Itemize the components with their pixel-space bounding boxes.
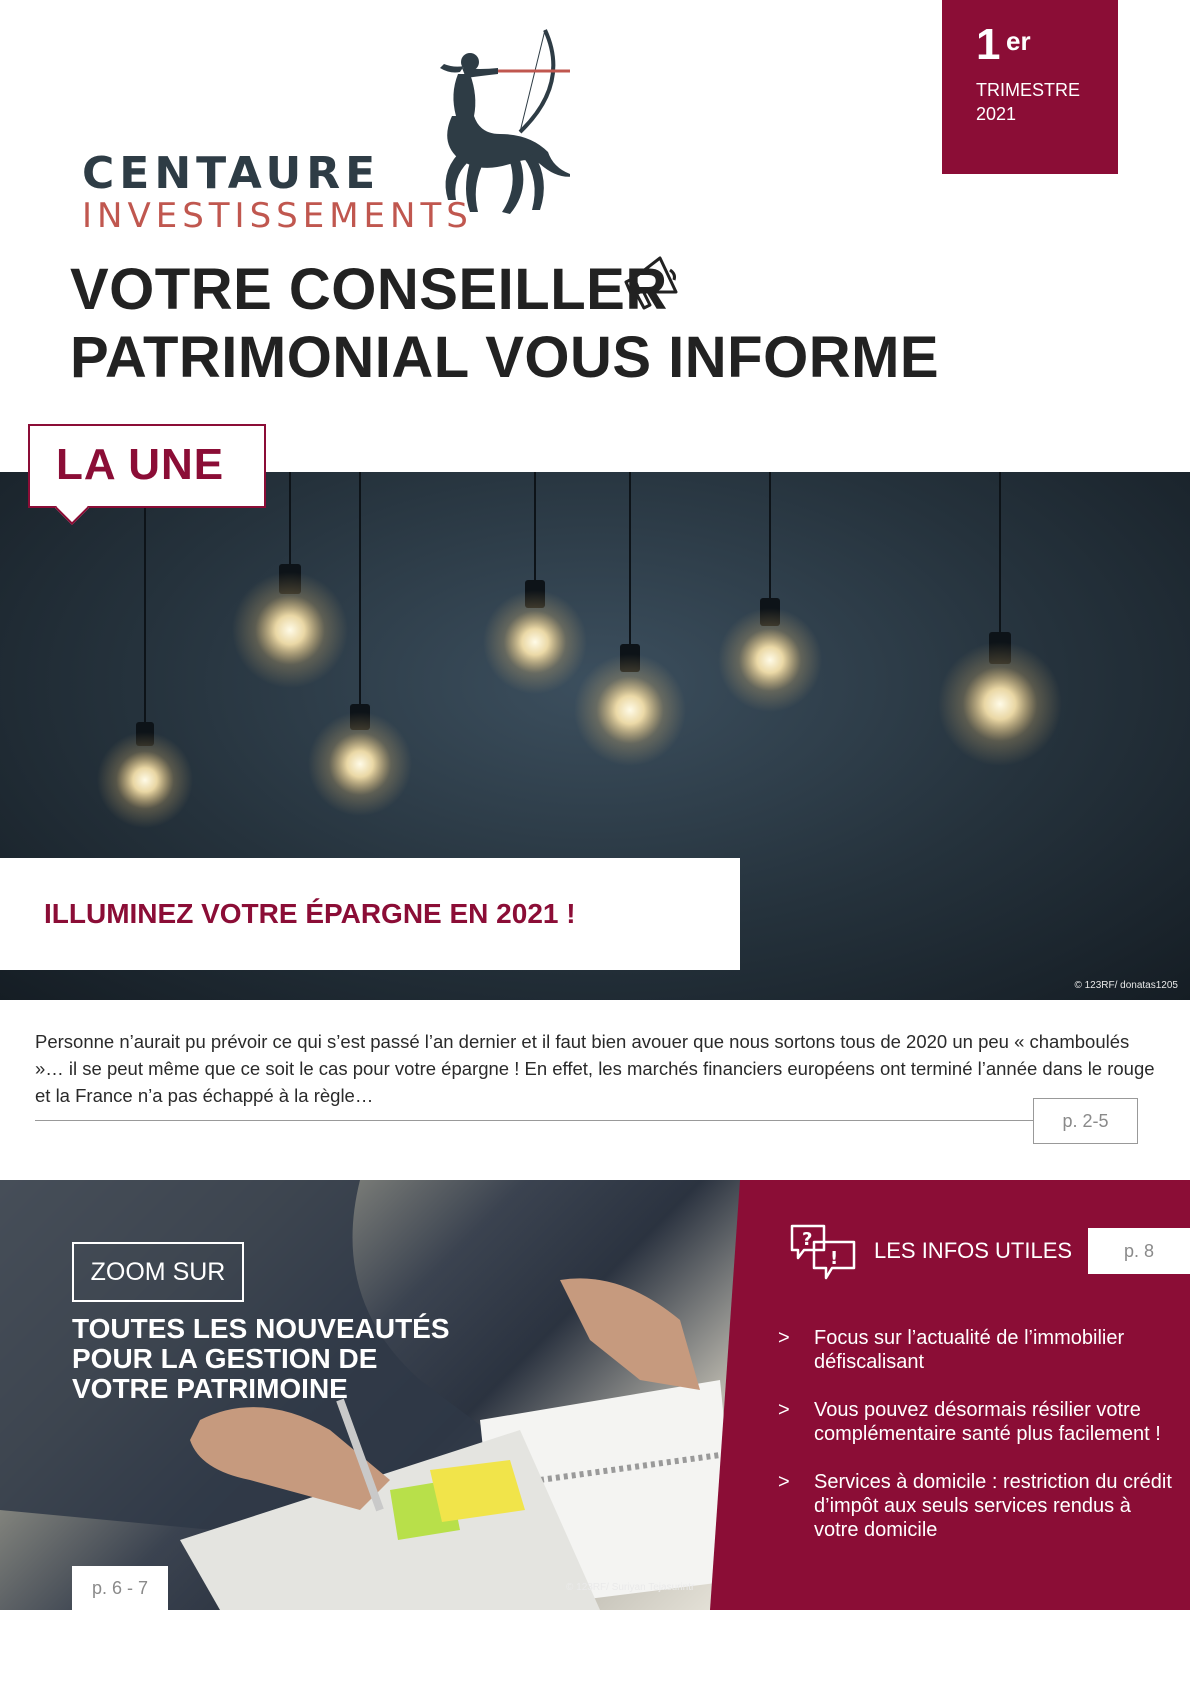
page-title-line-1: VOTRE CONSEILLER xyxy=(70,257,668,322)
infos-utiles-page-ref[interactable]: p. 8 xyxy=(1088,1228,1190,1274)
quarter-year: 2021 xyxy=(976,104,1017,124)
la-une-page-ref[interactable]: p. 2-5 xyxy=(1033,1098,1138,1144)
quarter-number: 1 xyxy=(976,20,1001,69)
brand-subtitle: INVESTISSEMENTS xyxy=(82,196,473,236)
quarter-label: TRIMESTRE xyxy=(976,80,1081,100)
la-une-headline: ILLUMINEZ VOTRE ÉPARGNE EN 2021 ! xyxy=(44,898,576,929)
svg-text:?: ? xyxy=(802,1229,813,1250)
infos-utiles-list xyxy=(778,1326,1178,1566)
zoom-sur-page-ref[interactable]: p. 6 - 7 xyxy=(72,1566,168,1610)
zoom-sur-section xyxy=(0,1180,740,1610)
list-item-text: Services à domicile : restriction du crédit d’impôt aux seuls services rendus à votre domicile xyxy=(814,1471,1172,1541)
zoom-sur-title-line-3: VOTRE PATRIMOINE xyxy=(72,1373,348,1404)
infos-utiles-title: LES INFOS UTILES xyxy=(874,1238,1073,1263)
svg-text:!: ! xyxy=(830,1248,839,1269)
zoom-photo-credit: © 123RF/ Suriyan Tejasurintr xyxy=(566,1582,695,1593)
quarter-badge xyxy=(942,0,1118,174)
page-title-line-2: PATRIMONIAL VOUS INFORME xyxy=(70,325,940,390)
zoom-sur-title xyxy=(72,1314,512,1404)
chevron-right-icon: > xyxy=(778,1399,790,1421)
question-bubbles-icon xyxy=(788,1222,858,1284)
chevron-right-icon: > xyxy=(778,1327,790,1349)
list-item xyxy=(778,1398,1178,1446)
list-item-text: Focus sur l’actualité de l’immobilier défiscalisant xyxy=(814,1327,1125,1373)
quarter-suffix: er xyxy=(1006,26,1031,56)
la-une-tag xyxy=(28,424,266,508)
divider xyxy=(35,1120,1035,1121)
zoom-sur-title-line-1: TOUTES LES NOUVEAUTÉS xyxy=(72,1313,450,1344)
hero-photo-credit: © 123RF/ donatas1205 xyxy=(1074,980,1178,991)
megaphone-icon xyxy=(620,252,682,314)
la-une-label: LA UNE xyxy=(56,440,225,489)
la-une-headline-box xyxy=(0,858,740,970)
infos-slant-edge xyxy=(710,1180,740,1610)
page-title xyxy=(70,256,970,392)
centaure-logo xyxy=(80,24,580,234)
zoom-sur-tag: ZOOM SUR xyxy=(72,1242,244,1302)
list-item xyxy=(778,1470,1178,1542)
la-une-intro: Personne n’aurait pu prévoir ce qui s’est passé l’an dernier et il faut bien avouer que nous sortons tous de 2020 un peu « chamboulés »… il se peut même que ce soit le cas pour votre épargne ! En effet, les marchés financiers européens ont terminé l’année dans le rouge et la France n’a pas échappé à la règle… xyxy=(35,1031,1155,1106)
list-item xyxy=(778,1326,1178,1374)
list-item-text: Vous pouvez désormais résilier votre complémentaire santé plus facilement ! xyxy=(814,1399,1161,1445)
zoom-sur-title-line-2: POUR LA GESTION DE xyxy=(72,1343,378,1374)
chevron-right-icon: > xyxy=(778,1471,790,1493)
infos-utiles-section xyxy=(740,1180,1190,1610)
brand-name: CENTAURE xyxy=(82,148,381,199)
